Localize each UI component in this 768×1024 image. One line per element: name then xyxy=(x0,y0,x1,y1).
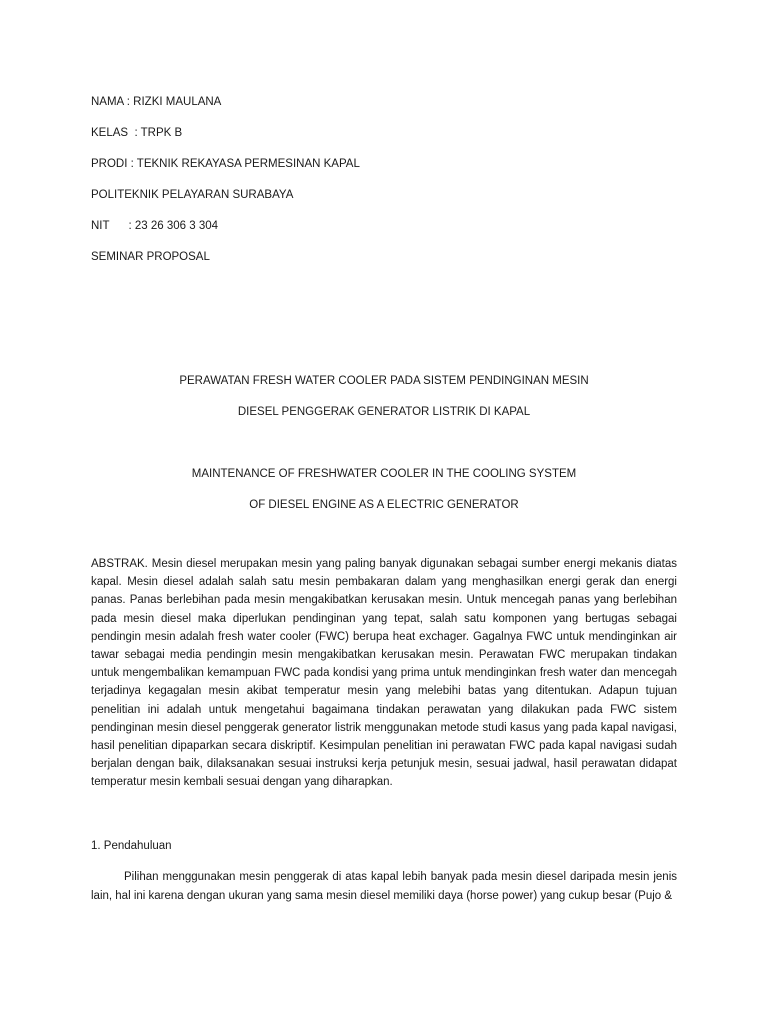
institution: POLITEKNIK PELAYARAN SURABAYA xyxy=(91,189,294,201)
title-english-line-1: MAINTENANCE OF FRESHWATER COOLER IN THE COOLING SYSTEM xyxy=(191,468,577,480)
section-heading-introduction: 1. Pendahuluan xyxy=(91,840,172,852)
document-type: SEMINAR PROPOSAL xyxy=(91,251,210,263)
introduction-paragraph: Pilihan menggunakan mesin penggerak di atas kapal lebih banyak pada mesin diesel daripada mesin jenis lain, hal ini karena dengan ukuran yang sama mesin diesel memiliki daya (horse power) yang cukup besar (Pujo & xyxy=(91,871,677,902)
student-name: NAMA : RIZKI MAULANA xyxy=(91,96,222,108)
abstract-paragraph: ABSTRAK. Mesin diesel merupakan mesin yang paling banyak digunakan sebagai sumber energi mekanis diatas kapal. Mesin diesel adalah salah satu mesin pembakaran dalam yang menghasilkan energi gerak dan energi panas. Panas berlebihan pada mesin mengakibatkan kerusakan mesin. Untuk mencegah panas yang berlebihan pada mesin diesel maka diperlukan pendinginan yang tepat, salah satu komponen yang bertugas sebagai pendingin mesin adalah fresh water cooler (FWC) berupa heat exchager. Gagalnya FWC untuk mendinginkan air tawar sebagai media pendingin mesin mengakibatkan kerusakan mesin. Perawatan FWC merupakan tindakan untuk mengembalikan kemampuan FWC pada kondisi yang prima untuk mendinginkan fresh water dan mencegah terjadinya kegagalan mesin akibat temperatur mesin yang melebihi batas yang ditentukan. Adapun tujuan penelitian ini adalah untuk mengetahui bagaimana tindakan perawatan yang dilakukan pada FWC sistem pendinginan mesin diesel penggerak generator listrik menggunakan metode studi kasus yang pada kapal navigasi, hasil penelitian dipaparkan secara diskriptif. Kesimpulan penelitian ini perawatan FWC pada kapal navigasi sudah berjalan dengan baik, dilaksanakan sesuai instruksi kerja petunjuk mesin, sesuai jadwal, hasil perawatan didapat temperatur mesin kembali sesuai dengan yang diharapkan. xyxy=(91,558,677,789)
title-english-line-2: OF DIESEL ENGINE AS A ELECTRIC GENERATOR xyxy=(249,499,519,511)
student-id: NIT : 23 26 306 3 304 xyxy=(91,220,219,232)
title-indonesian-line-2: DIESEL PENGGERAK GENERATOR LISTRIK DI KAPAL xyxy=(237,406,531,418)
student-class: KELAS : TRPK B xyxy=(91,127,183,139)
title-indonesian-line-1: PERAWATAN FRESH WATER COOLER PADA SISTEM PENDINGINAN MESIN xyxy=(179,375,589,387)
study-program: PRODI : TEKNIK REKAYASA PERMESINAN KAPAL xyxy=(91,158,360,170)
